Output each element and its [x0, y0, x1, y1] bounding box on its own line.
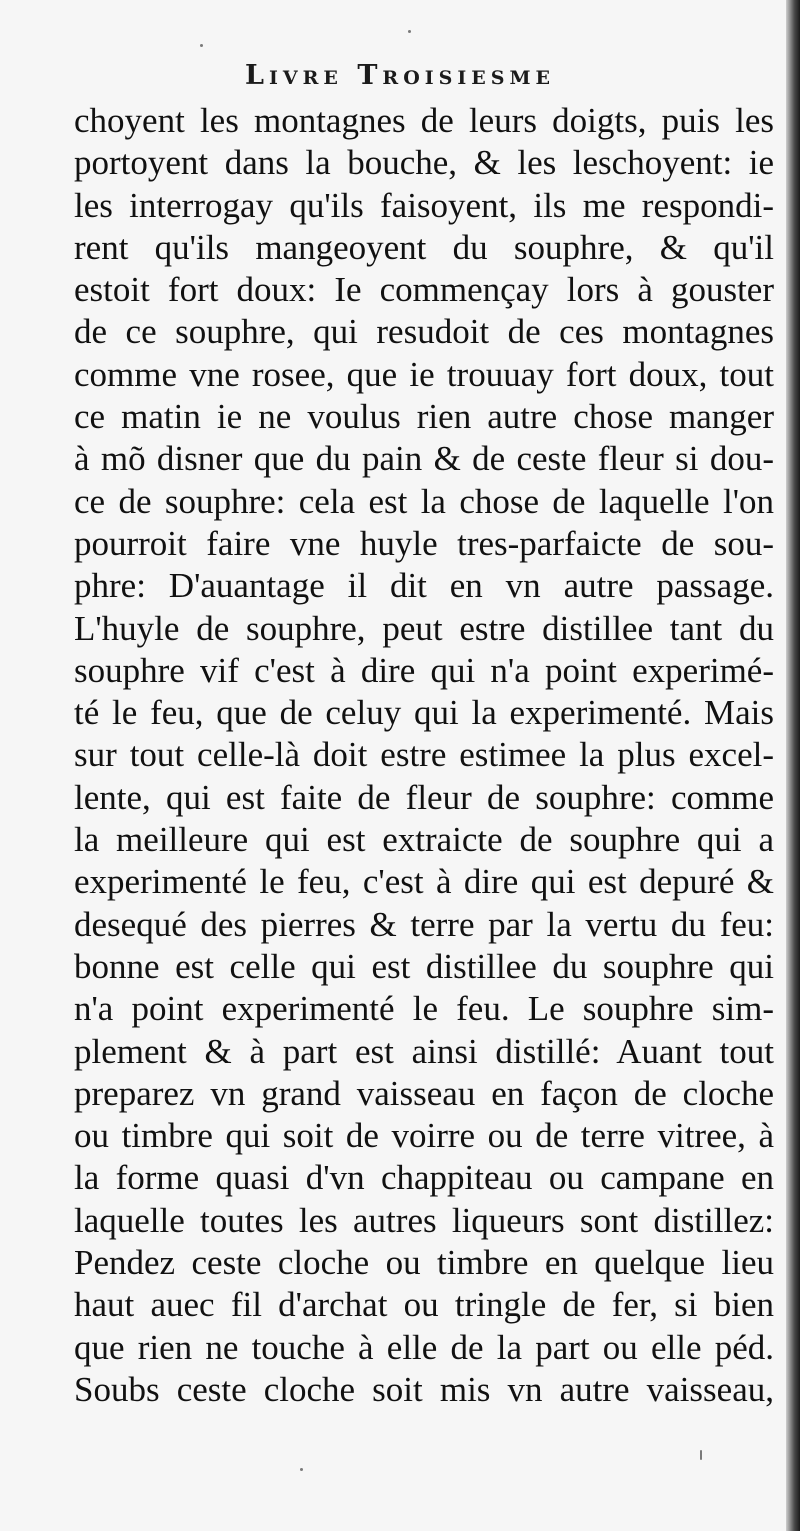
- text-line: experimenté le feu, c'est à dire qui est depuré &: [74, 862, 774, 902]
- text-line: laquelle toutes les autres liqueurs sont distillez:: [74, 1200, 774, 1240]
- scan-speck: [300, 1468, 303, 1471]
- text-line: plement & à part est ainsi distillé: Auant tout: [74, 1031, 774, 1071]
- running-head: Livre Troisiesme: [245, 60, 555, 91]
- scan-speck: [200, 44, 203, 47]
- scan-speck: [408, 30, 411, 33]
- text-line: ce matin ie ne voulus rien autre chose manger: [74, 397, 774, 437]
- text-line: Soubs ceste cloche soit mis vn autre vaisseau,: [74, 1369, 774, 1409]
- text-line: à mõ disner que du pain & de ceste fleur si dou-: [74, 439, 774, 479]
- text-line: bonne est celle qui est distillee du souphre qui: [74, 946, 774, 986]
- text-line: choyent les montagnes de leurs doigts, puis les: [74, 101, 774, 140]
- text-line: estoit fort doux: Ie commençay lors à gouster: [74, 270, 774, 310]
- text-line: té le feu, que de celuy qui la experimenté. Mais: [74, 693, 774, 733]
- text-line: de ce souphre, qui resudoit de ces montagnes: [74, 312, 774, 352]
- text-line: comme vne rosee, que ie trouuay fort doux, tout: [74, 354, 774, 394]
- text-line: les interrogay qu'ils faisoyent, ils me respondi-: [74, 185, 774, 225]
- body-text: [74, 100, 774, 1411]
- text-line: haut auec fil d'archat ou tringle de fer, si bien: [74, 1285, 774, 1325]
- text-line: la meilleure qui est extraicte de souphre qui a: [74, 820, 774, 860]
- text-line: desequé des pierres & terre par la vertu du feu:: [74, 904, 774, 944]
- text-line: portoyent dans la bouche, & les leschoyent: ie: [74, 143, 774, 183]
- text-line: rent qu'ils mangeoyent du souphre, & qu'il: [74, 227, 774, 267]
- scan-speck: [700, 1450, 702, 1460]
- page-gutter-shadow: [786, 0, 800, 1531]
- text-line: ce de souphre: cela est la chose de laquelle l'on: [74, 481, 774, 521]
- text-line: Pendez ceste cloche ou timbre en quelque lieu: [74, 1243, 774, 1283]
- text-line: ou timbre qui soit de voirre ou de terre vitree, à: [74, 1116, 774, 1156]
- text-line: phre: D'auantage il dit en vn autre passage.: [74, 566, 774, 606]
- text-line: la forme quasi d'vn chappiteau ou campane en: [74, 1158, 774, 1198]
- text-line: souphre vif c'est à dire qui n'a point experimé-: [74, 650, 774, 690]
- text-line: preparez vn grand vaisseau en façon de cloche: [74, 1073, 774, 1113]
- text-line: L'huyle de souphre, peut estre distillee tant du: [74, 608, 774, 648]
- text-line: pourroit faire vne huyle tres-parfaicte de sou-: [74, 523, 774, 563]
- text-line: lente, qui est faite de fleur de souphre: comme: [74, 777, 774, 817]
- text-line: n'a point experimenté le feu. Le souphre sim-: [74, 989, 774, 1029]
- text-line: sur tout celle-là doit estre estimee la plus excel-: [74, 735, 774, 775]
- text-line: que rien ne touche à elle de la part ou elle péd.: [74, 1327, 774, 1367]
